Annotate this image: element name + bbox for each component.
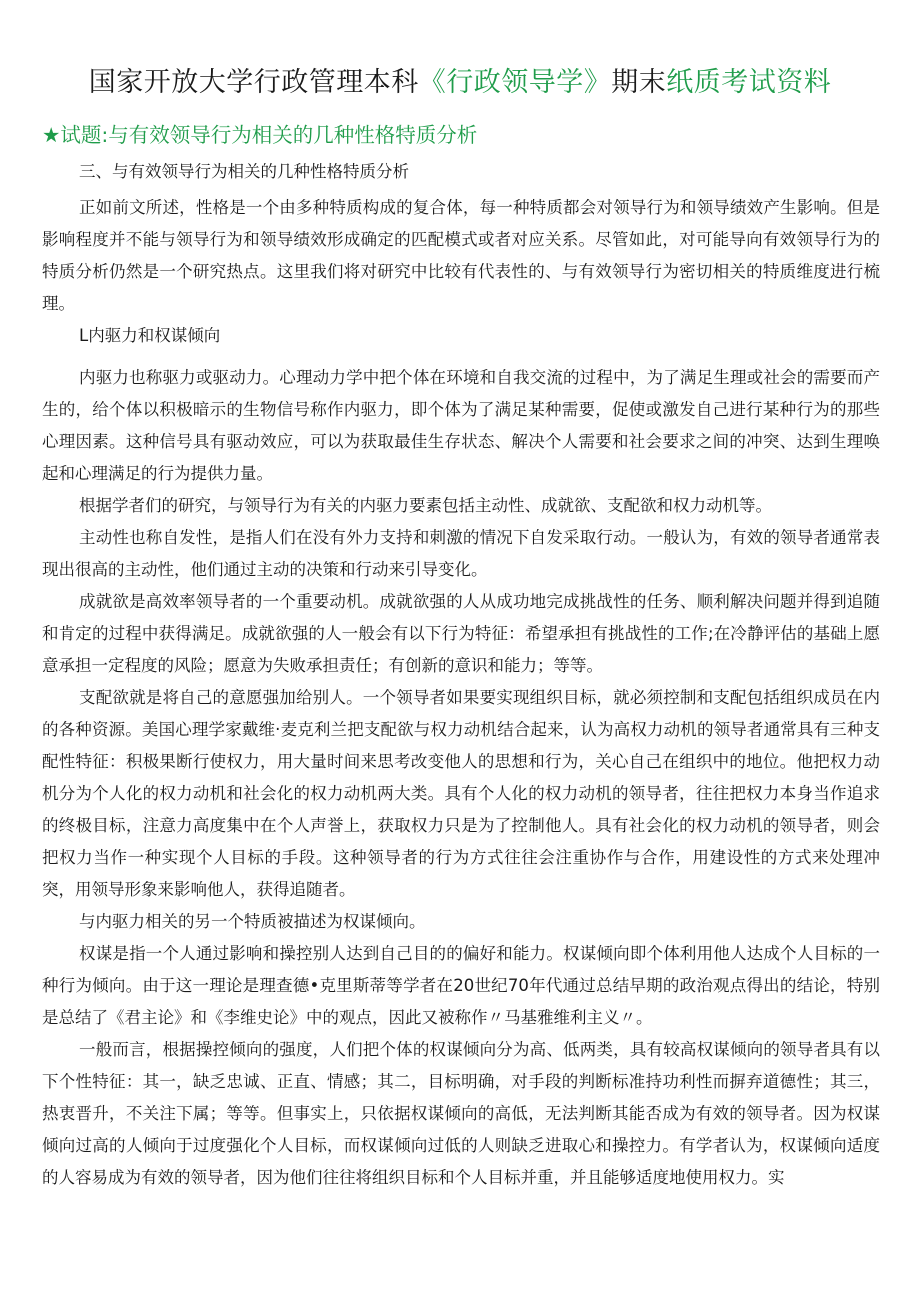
document-title: [0, 60, 920, 99]
paragraph-8: 权谋是指一个人通过影响和操控别人达到自己目的的偏好和能力。权谋倾向即个体利用他人达成个人目标的一种行为倾向。由于这一理论是理查德•克里斯蒂等学者在20世纪70年代通过总结早期的政治观点得出的结论，特别是总结了《君主论》和《李维史论》中的观点，因此又被称作〃马基雅维利主义〃。: [42, 944, 880, 1027]
paragraph-6: 支配欲就是将自己的意愿强加给别人。一个领导者如果要实现组织目标，就必须控制和支配包括组织成员在内的各种资源。美国心理学家戴维·麦克利兰把支配欲与权力动机结合起来，认为高权力动机的领导者通常具有三种支配性特征：积极果断行使权力，用大量时间来思考改变他人的思想和行为，关心自己在组织中的地位。他把权力动机分为个人化的权力动机和社会化的权力动机两大类。具有个人化的权力动机的领导者，往往把权力本身当作追求的终极目标，注意力高度集中在个人声誉上，获取权力只是为了控制他人。具有社会化的权力动机的领导者，则会把权力当作一种实现个人目标的手段。这种领导者的行为方式往往会注重协作与合作，用建设性的方式来处理冲突，用领导形象来影响他人，获得追随者。: [42, 688, 880, 899]
section-heading: 三、与有效领导行为相关的几种性格特质分析: [79, 162, 409, 181]
title-part-3: 期末: [611, 67, 667, 98]
document-body: [42, 156, 880, 1194]
paragraph-9: 一般而言，根据操控倾向的强度，人们把个体的权谋倾向分为高、低两类，具有较高权谋倾向的领导者具有以下个性特征：其一，缺乏忠诚、正直、情感；其二，目标明确，对手段的判断标准持功利性而摒弃道德性；其三，热衷晋升，不关注下属；等等。但事实上，只依据权谋倾向的高低，无法判断其能否成为有效的领导者。因为权谋倾向过高的人倾向于过度强化个人目标，而权谋倾向过低的人则缺乏进取心和操控力。有学者认为，权谋倾向适度的人容易成为有效的领导者，因为他们往往将组织目标和个人目标并重，并且能够适度地使用权力。实: [42, 1040, 880, 1187]
paragraph-7: 与内驱力相关的另一个特质被描述为权谋倾向。: [79, 912, 426, 931]
title-part-1: 国家开放大学行政管理本科: [88, 67, 419, 98]
paragraph-4: 主动性也称自发性，是指人们在没有外力支持和刺激的情况下自发采取行动。一般认为，有效的领导者通常表现出很高的主动性，他们通过主动的决策和行动来引导变化。: [42, 528, 880, 579]
paragraph-1: 正如前文所述，性格是一个由多种特质构成的复合体，每一种特质都会对领导行为和领导绩效产生影响。但是影响程度并不能与领导行为和领导绩效形成确定的匹配模式或者对应关系。尽管如此，对可能导向有效领导行为的特质分析仍然是一个研究热点。这里我们将对研究中比较有代表性的、与有效领导行为密切相关的特质维度进行梳理。: [42, 198, 880, 313]
paragraph-5: 成就欲是高效率领导者的一个重要动机。成就欲强的人从成功地完成挑战性的任务、顺利解决问题并得到追随和肯定的过程中获得满足。成就欲强的人一般会有以下行为特征：希望承担有挑战性的工作;在冷静评估的基础上愿意承担一定程度的风险；愿意为失败承担责任；有创新的意识和能力；等等。: [42, 592, 880, 675]
title-course-name: 《行政领导学》: [418, 67, 612, 98]
question-heading: ★试题:与有效领导行为相关的几种性格特质分析: [42, 123, 478, 147]
paragraph-3: 根据学者们的研究，与领导行为有关的内驱力要素包括主动性、成就欲、支配欲和权力动机等。: [79, 496, 772, 515]
paragraph-2: 内驱力也称驱力或驱动力。心理动力学中把个体在环境和自我交流的过程中，为了满足生理或社会的需要而产生的，给个体以积极暗示的生物信号称作内驱力，即个体为了满足某种需要，促使或激发自己进行某种行为的那些心理因素。这种信号具有驱动效应，可以为获取最佳生存状态、解决个人需要和社会要求之间的冲突、达到生理唤起和心理满足的行为提供力量。: [42, 368, 880, 483]
subsection-heading: L内驱力和权谋倾向: [79, 326, 221, 345]
title-part-4: 纸质考试资料: [666, 67, 832, 98]
